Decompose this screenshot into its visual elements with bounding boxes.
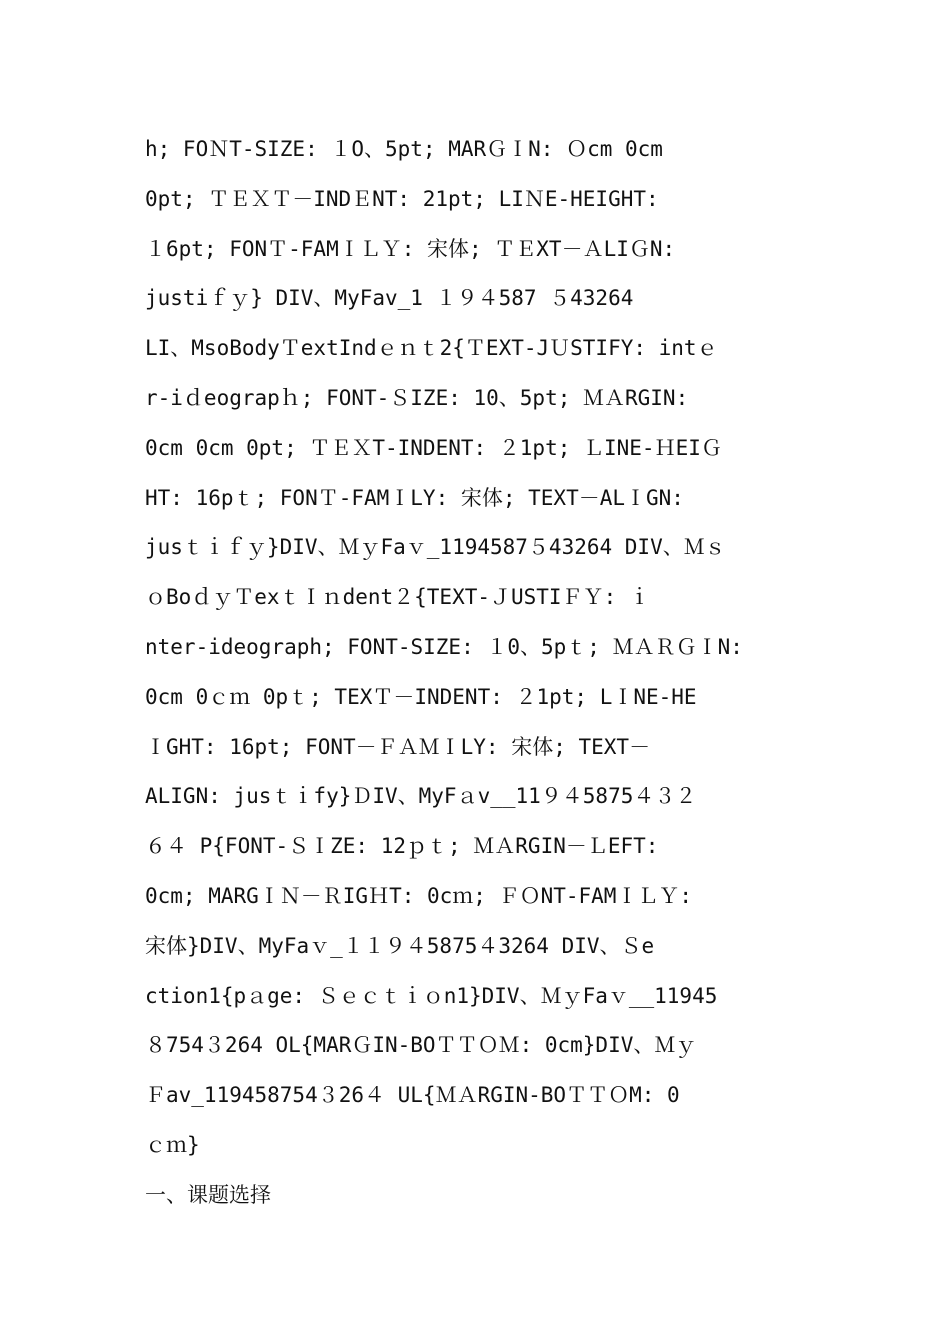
text-line: LI、MsoBodyＴextIndｅｎｔ2{ＴEXT-JＵSTIFY: intｅ	[145, 336, 718, 361]
section-heading: 一、课题选择	[145, 1183, 271, 1207]
text-line: nter-ideograph; FONT-SIZE: １0、5pｔ; ＭＡＲＧＩN:	[145, 634, 743, 659]
text-line: 0cm; MARGＩＮ－ＲIGＨT: 0cｍ; ＦＯNT-FAMＩＬＹ:	[145, 883, 693, 908]
text-line: 宋体}DIV、MyFaｖ_１１９４5875４3264 DIV、Ｓe	[145, 933, 655, 958]
text-line: １6pt; FONＴ-FAMＩＬＹ: 宋体; ＴＥXT－ＡLIＧN:	[145, 236, 676, 261]
text-line: Ｆav_119458754３26４ UL{ＭＡRGIN-BOＴＴＯM: 0	[145, 1083, 680, 1108]
text-line: ｏBoｄｙＴexｔＩｎdent２{TEXT-ＪUSTIＦＹ: ｉ	[145, 585, 650, 610]
text-line: 0pt; ＴＥＸＴ－INDＥNT: 21pt; LIＮE-HEIGHT:	[145, 186, 659, 211]
text-line: 0cm 0ｃｍ 0pｔ; TEXＴ－INDENT: ２1pt; LＩNE-HE	[145, 684, 697, 709]
text-line: ８754３264 OL{MARＧIN-BOＴＴＯＭ: 0cm}DIV、Ｍｙ	[145, 1033, 697, 1058]
text-line: jusｔｉｆｙ}DIV、ＭｙFaｖ_1194587５43264 DIV、Ｍｓ	[145, 535, 726, 560]
text-line: 0cm 0cm 0pt; ＴＥＸT-INDENT: ２1pt; ＬINE-ＨEIＧ	[145, 435, 722, 460]
text-line: justiｆｙ} DIV、MyFav_1 １９４587 ５43264	[145, 286, 634, 311]
text-line: HT: 16pｔ; FONＴ-FAMＩLY: 宋体; TEXT－ALＩGN:	[145, 485, 684, 510]
text-line: ALIGN: jusｔｉfy}ＤIV、MyFａv__11９４5875４３２	[145, 784, 697, 809]
body-text	[145, 125, 810, 1171]
text-line: h; FOＮT-SIZE: １O、5pt; MARＧＩN: Ｏcm 0cm	[145, 137, 663, 161]
text-line: ction1{pａge: Ｓｅｃｔｉｏn1}DIV、ＭｙFaｖ__11945	[145, 983, 718, 1008]
text-line: ＩGHT: 16pt; FONT－ＦＡＭＩLY: 宋体; TEXT－	[145, 734, 651, 759]
text-line: ｃｍ}	[145, 1132, 200, 1157]
text-line: ６４ P{FONT-ＳＩZE: 12ｐｔ; ＭＡRGIN－ＬEFT:	[145, 834, 659, 859]
text-line: r-iｄeograpｈ; FONT-ＳIZE: 10、5pt; ＭＡRGIN:	[145, 385, 689, 410]
